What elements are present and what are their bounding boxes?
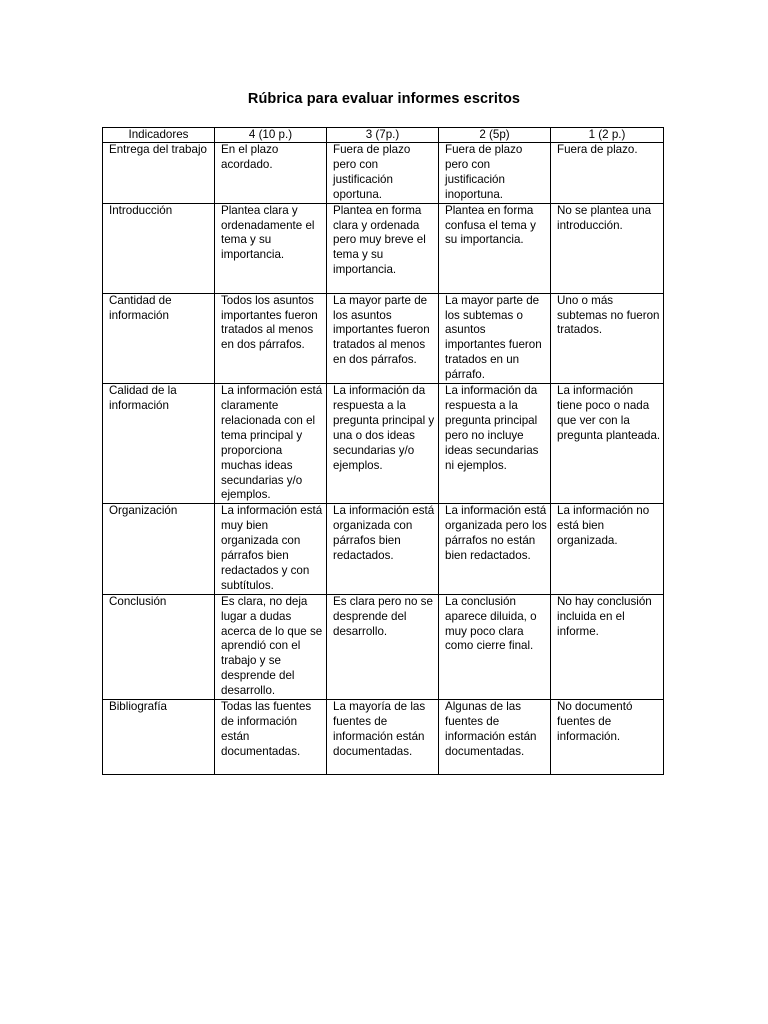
header-indicators: Indicadores bbox=[103, 128, 215, 143]
header-score-2: 2 (5p) bbox=[439, 128, 551, 143]
table-row bbox=[103, 504, 664, 594]
table-row bbox=[103, 594, 664, 699]
page-title: Rúbrica para evaluar informes escritos bbox=[247, 91, 521, 107]
rubric-table bbox=[102, 127, 664, 775]
indicator-cell: Bibliografía bbox=[103, 700, 215, 775]
criterion-cell: La información está organizada con párrafos bien redactados. bbox=[327, 504, 439, 594]
header-score-1: 1 (2 p.) bbox=[551, 128, 664, 143]
criterion-cell: La mayoría de las fuentes de información están documentadas. bbox=[327, 700, 439, 775]
criterion-cell: No hay conclusión incluida en el informe. bbox=[551, 594, 664, 699]
criterion-cell: Es clara pero no se desprende del desarrollo. bbox=[327, 594, 439, 699]
criterion-cell: Algunas de las fuentes de información están documentadas. bbox=[439, 700, 551, 775]
header-score-3: 3 (7p.) bbox=[327, 128, 439, 143]
header-row bbox=[103, 128, 664, 143]
indicator-cell: Cantidad de información bbox=[103, 293, 215, 383]
criterion-cell: Uno o más subtemas no fueron tratados. bbox=[551, 293, 664, 383]
indicator-cell: Conclusión bbox=[103, 594, 215, 699]
indicator-cell: Introducción bbox=[103, 203, 215, 293]
criterion-cell: En el plazo acordado. bbox=[215, 143, 327, 204]
criterion-cell: La información está muy bien organizada con párrafos bien redactados y con subtítulos. bbox=[215, 504, 327, 594]
indicator-cell: Organización bbox=[103, 504, 215, 594]
criterion-cell: Es clara, no deja lugar a dudas acerca de lo que se aprendió con el trabajo y se desprende del desarrollo. bbox=[215, 594, 327, 699]
criterion-cell: La mayor parte de los asuntos importantes fueron tratados al menos en dos párrafos. bbox=[327, 293, 439, 383]
table-row bbox=[103, 293, 664, 383]
table-row bbox=[103, 143, 664, 204]
criterion-cell: La información da respuesta a la pregunta principal y una o dos ideas secundarias y/o ejemplos. bbox=[327, 384, 439, 504]
criterion-cell: La información está organizada pero los párrafos no están bien redactados. bbox=[439, 504, 551, 594]
criterion-cell: Fuera de plazo pero con justificación inoportuna. bbox=[439, 143, 551, 204]
indicator-cell: Entrega del trabajo bbox=[103, 143, 215, 204]
header-score-4: 4 (10 p.) bbox=[215, 128, 327, 143]
criterion-cell: La información tiene poco o nada que ver con la pregunta planteada. bbox=[551, 384, 664, 504]
criterion-cell: No documentó fuentes de información. bbox=[551, 700, 664, 775]
indicator-cell: Calidad de la información bbox=[103, 384, 215, 504]
criterion-cell: No se plantea una introducción. bbox=[551, 203, 664, 293]
criterion-cell: Plantea en forma clara y ordenada pero muy breve el tema y su importancia. bbox=[327, 203, 439, 293]
criterion-cell: Plantea clara y ordenadamente el tema y su importancia. bbox=[215, 203, 327, 293]
criterion-cell: La mayor parte de los subtemas o asuntos importantes fueron tratados en un párrafo. bbox=[439, 293, 551, 383]
table-row bbox=[103, 384, 664, 504]
criterion-cell: Todos los asuntos importantes fueron tratados al menos en dos párrafos. bbox=[215, 293, 327, 383]
table-row bbox=[103, 700, 664, 775]
criterion-cell: Plantea en forma confusa el tema y su importancia. bbox=[439, 203, 551, 293]
criterion-cell: La información está claramente relacionada con el tema principal y proporciona muchas ideas secundarias y/o ejemplos. bbox=[215, 384, 327, 504]
criterion-cell: La información da respuesta a la pregunta principal pero no incluye ideas secundarias ni ejemplos. bbox=[439, 384, 551, 504]
table-row bbox=[103, 203, 664, 293]
criterion-cell: Todas las fuentes de información están documentadas. bbox=[215, 700, 327, 775]
criterion-cell: Fuera de plazo. bbox=[551, 143, 664, 204]
criterion-cell: Fuera de plazo pero con justificación oportuna. bbox=[327, 143, 439, 204]
criterion-cell: La conclusión aparece diluida, o muy poco clara como cierre final. bbox=[439, 594, 551, 699]
criterion-cell: La información no está bien organizada. bbox=[551, 504, 664, 594]
